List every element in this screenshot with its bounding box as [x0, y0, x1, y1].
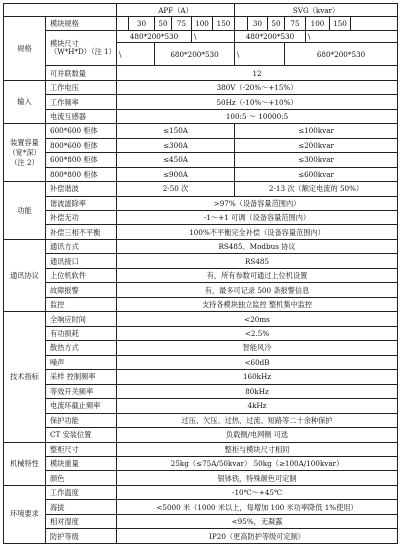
parallel-label: 可并联数量 [46, 66, 117, 80]
module-size-label: 模块尺寸（W*H*D）（注 1） [46, 30, 117, 66]
env-row [4, 485, 398, 499]
function-row [4, 182, 398, 196]
comm-value: 有，最多可记录 500 条报警信息 [117, 283, 398, 297]
comm-category: 通讯协议 [4, 239, 46, 311]
input-row [4, 95, 398, 109]
function-value: -1～+1 可调（设备容量范围内） [117, 211, 398, 225]
mech-value: 25kg（≤75A/50kvar） 50kg（≥100A/100kvar） [117, 456, 398, 470]
svg-header: SVG（kvar） [235, 4, 398, 17]
function-label: 补偿三相不平衡 [46, 225, 117, 239]
function-harmonic-svg: 2-13 次（额定电流的 50%） [235, 182, 398, 196]
mech-value: 整柜与模块尺寸相同 [117, 442, 398, 456]
tech-label: 等效开关频率 [46, 384, 117, 398]
function-label: 补偿无功 [46, 211, 117, 225]
header-blank-cell [4, 4, 117, 17]
mech-label: 颜色 [46, 471, 117, 485]
tech-label: CT 安装位置 [46, 428, 117, 442]
module-spec-row [4, 17, 398, 30]
input-row [4, 109, 398, 123]
tech-value: <20ms [117, 312, 398, 326]
tech-value: 负载侧/电网侧 可选 [117, 428, 398, 442]
mech-category: 机械特性 [4, 442, 46, 485]
capacity-row [4, 138, 398, 152]
env-row [4, 500, 398, 514]
env-label: 相对湿度 [46, 514, 117, 528]
svg-size-small: 480*200*530 [235, 30, 306, 42]
apf-size-large: 680*200*530 [155, 42, 235, 65]
tech-category: 技术指标 [4, 312, 46, 442]
comm-value: 支持各模块独立监控 整机集中监控 [117, 297, 398, 311]
env-row [4, 529, 398, 544]
tech-row [4, 341, 398, 355]
tech-label: 采样 控制频率 [46, 370, 117, 384]
tech-label: 保护功能 [46, 413, 117, 427]
tech-value: 过压、欠压、过热、过流、短路等二十余种保护 [117, 413, 398, 427]
function-value: 100%不平衡完全补偿（设备容量范围内） [117, 225, 398, 239]
input-value: 100:5 ～ 10000:5 [117, 109, 398, 123]
function-value: >97%（设备容量范围内） [117, 196, 398, 210]
mech-label: 模块重量 [46, 456, 117, 470]
spec-sheet-table [3, 3, 398, 544]
apf-size-na-2: \ [117, 42, 155, 65]
tech-row [4, 326, 398, 340]
comm-label: 监控 [46, 297, 117, 311]
function-row [4, 211, 398, 225]
input-value: 50Hz（-10%～+10%） [117, 95, 398, 109]
mech-row [4, 471, 398, 485]
tech-value: <60dB [117, 355, 398, 369]
capacity-row [4, 124, 398, 138]
svg-size-large: 680*200*530 [285, 42, 398, 65]
env-value: -10℃～+45℃ [117, 485, 398, 499]
tech-row [4, 399, 398, 413]
tech-value: 智能风冷 [117, 341, 398, 355]
tech-row [4, 355, 398, 369]
header-row [4, 4, 398, 17]
function-row [4, 225, 398, 239]
comm-label: 上位机软件 [46, 268, 117, 282]
input-row [4, 80, 398, 94]
comm-value: 有，所有参数可通过上位机设置 [117, 268, 398, 282]
svg-spec-tail-blank [351, 17, 398, 30]
tech-label: 电流环截止频率 [46, 399, 117, 413]
env-label: 防护等级 [46, 529, 117, 544]
capacity-svg: ≤300kvar [235, 153, 398, 167]
capacity-label: 800*800 柜体 [46, 167, 117, 181]
env-row [4, 514, 398, 528]
mech-value: 银钵铁，特殊颜色可定制 [117, 471, 398, 485]
input-label: 电流互感器 [46, 109, 117, 123]
tech-value: <2.5% [117, 326, 398, 340]
comm-label: 故障报警 [46, 283, 117, 297]
apf-spec-50: 50 [155, 17, 172, 30]
tech-label: 全响应时间 [46, 312, 117, 326]
env-label: 工作温度 [46, 485, 117, 499]
comm-label: 通讯接口 [46, 254, 117, 268]
module-size-row-1 [4, 30, 398, 42]
apf-size-na: \ [192, 30, 235, 42]
tech-row [4, 312, 398, 326]
tech-label: 有功损耗 [46, 326, 117, 340]
svg-size-na: \ [306, 30, 398, 42]
function-label: 谐波滤除率 [46, 196, 117, 210]
capacity-row [4, 167, 398, 181]
comm-value: RS485、Modbus 协议 [117, 239, 398, 253]
comm-row [4, 254, 398, 268]
function-label: 补偿谐波 [46, 182, 117, 196]
tech-value: 4kHz [117, 399, 398, 413]
env-category: 环境要求 [4, 485, 46, 543]
capacity-svg: ≤600kvar [235, 167, 398, 181]
apf-spec-30: 30 [129, 17, 155, 30]
capacity-apf: ≤300A [117, 138, 235, 152]
tech-label: 散热方式 [46, 341, 117, 355]
tech-row [4, 413, 398, 427]
env-value: IP20（更高防护等级可定制） [117, 529, 398, 544]
env-value: <5000 米（1000 米以上，每增加 100 米功率降低 1%使用） [117, 500, 398, 514]
comm-row [4, 239, 398, 253]
apf-size-small: 480*200*530 [117, 30, 192, 42]
function-harmonic-apf: 2-50 次 [117, 182, 235, 196]
tech-value: 80kHz [117, 384, 398, 398]
parallel-value: 12 [117, 66, 398, 80]
tech-value: 160kHz [117, 370, 398, 384]
tech-label: 噪声 [46, 355, 117, 369]
input-category: 输入 [4, 80, 46, 123]
comm-row [4, 297, 398, 311]
input-label: 工作频率 [46, 95, 117, 109]
tech-row [4, 370, 398, 384]
comm-value: RS485 [117, 254, 398, 268]
svg-spec-blank [235, 17, 248, 30]
capacity-apf: ≤150A [117, 124, 235, 138]
apf-header: APF（A） [117, 4, 235, 17]
apf-spec-150: 150 [213, 17, 235, 30]
apf-spec-100: 100 [192, 17, 213, 30]
capacity-row [4, 153, 398, 167]
tech-row [4, 384, 398, 398]
capacity-label: 800*600 柜体 [46, 138, 117, 152]
svg-size-na-2: \ [235, 42, 285, 65]
capacity-category: 装置容量（宽*深）（注 2） [4, 124, 46, 182]
tech-row [4, 428, 398, 442]
comm-row [4, 268, 398, 282]
capacity-label: 600*800 柜体 [46, 153, 117, 167]
env-label: 海拔 [46, 500, 117, 514]
function-category: 功能 [4, 182, 46, 240]
mech-label: 整柜尺寸 [46, 442, 117, 456]
function-row [4, 196, 398, 210]
comm-row [4, 283, 398, 297]
apf-spec-blank [117, 17, 129, 30]
env-value: <95%，无凝露 [117, 514, 398, 528]
module-spec-label: 模块规格 [46, 17, 117, 30]
input-label: 工作电压 [46, 80, 117, 94]
mech-row [4, 442, 398, 456]
mech-row [4, 456, 398, 470]
capacity-apf: ≤900A [117, 167, 235, 181]
capacity-svg: ≤100kvar [235, 124, 398, 138]
parallel-row [4, 66, 398, 80]
input-value: 380V（-20%～+15%） [117, 80, 398, 94]
apf-spec-75: 75 [172, 17, 192, 30]
comm-label: 通讯方式 [46, 239, 117, 253]
capacity-apf: ≤450A [117, 153, 235, 167]
capacity-label: 600*600 柜体 [46, 124, 117, 138]
capacity-svg: ≤200kvar [235, 138, 398, 152]
spec-category: 规格 [4, 17, 46, 80]
